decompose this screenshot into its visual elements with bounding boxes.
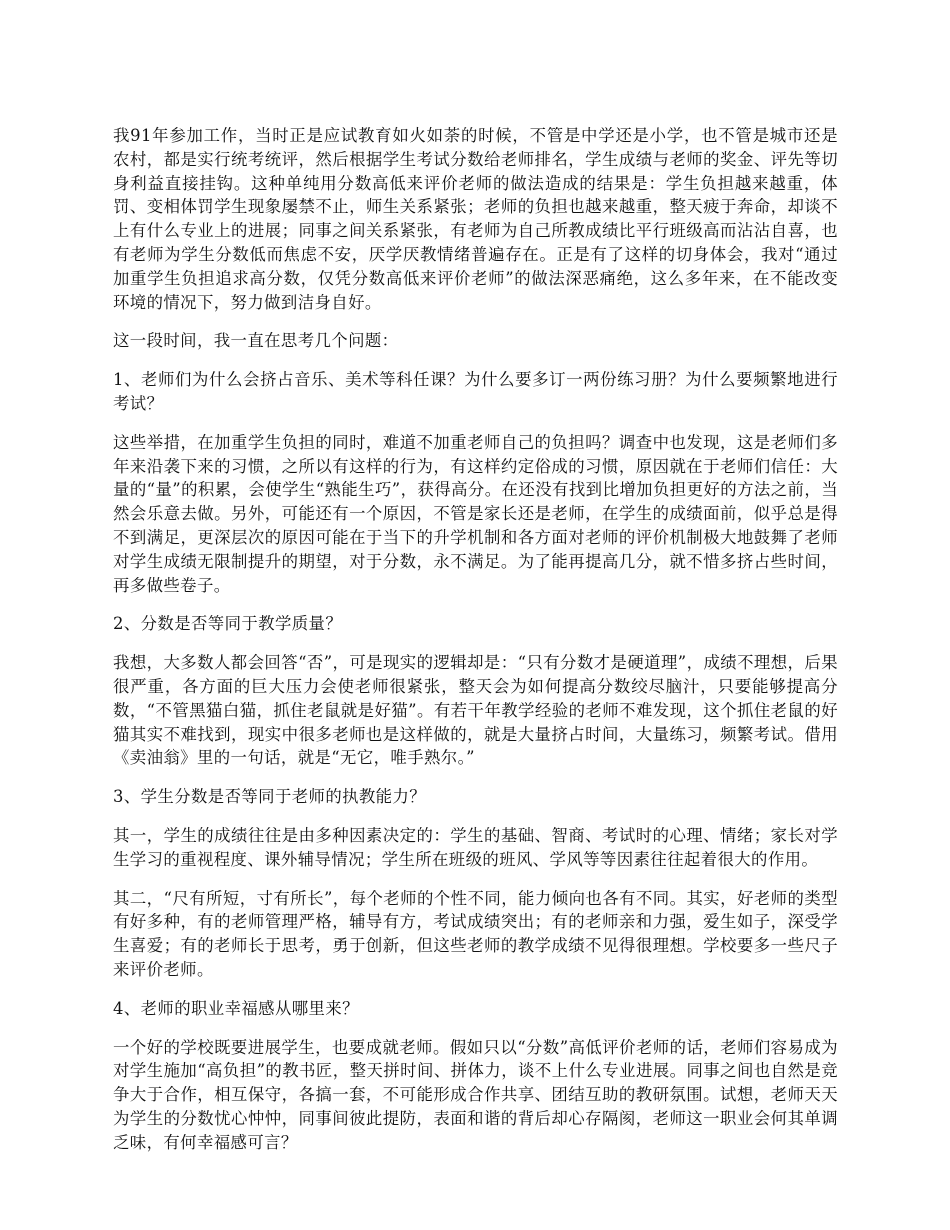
document-body: [113, 124, 838, 1169]
question-heading-4: 4、老师的职业幸福感从哪里来？: [113, 998, 359, 1018]
paragraph-answer-3b: 其二，“尺有所短，寸有所长”，每个老师的个性不同，能力倾向也各有不同。其实，好老师的类型有好多种，有的老师管理严格，辅导有方，考试成绩突出；有的老师亲和力强，爱生如子，深受学生喜爱；有的老师长于思考，勇于创新，但这些老师的教学成绩不见得很理想。学校要多一些尺子来评价老师。: [113, 888, 838, 979]
paragraph-answer-1: 这些举措，在加重学生负担的同时，难道不加重老师自己的负担吗？调查中也发现，这是老师们多年来沿袭下来的习惯，之所以有这样的行为，有这样约定俗成的习惯，原因就在于老师们信任：大量的“量”的积累，会使学生“熟能生巧”，获得高分。在还没有找到比增加负担更好的方法之前，当然会乐意去做。另外，可能还有一个原因，不管是家长还是老师，在学生的成绩面前，似乎总是得不到满足，更深层次的原因可能在于当下的升学机制和各方面对老师的评价机制极大地鼓舞了老师对学生成绩无限制提升的期望，对于分数，永不满足。为了能再提高几分，就不惜多挤占些时间，再多做些卷子。: [113, 432, 838, 595]
question-heading-1: 1、老师们为什么会挤占音乐、美术等科任课？为什么要多订一两份练习册？为什么要频繁地进行考试？: [113, 370, 838, 413]
question-heading-2: 2、分数是否等同于教学质量？: [113, 614, 343, 634]
question-heading-3: 3、学生分数是否等同于老师的执教能力？: [113, 787, 427, 807]
paragraph-intro: 我91年参加工作，当时正是应试教育如火如荼的时候，不管是中学还是小学，也不管是城市还是农村，都是实行统考统评，然后根据学生考试分数给老师排名，学生成绩与老师的奖金、评先等切身利益直接挂钩。这种单纯用分数高低来评价老师的做法造成的结果是：学生负担越来越重，体罚、变相体罚学生现象屡禁不止，师生关系紧张；老师的负担也越来越重，整天疲于奔命，却谈不上有什么专业上的进展；同事之间关系紧张，有老师为自己所教成绩比平行班级高而沾沾自喜，也有老师为学生分数低而焦虑不安，厌学厌教情绪普遍存在。正是有了这样的切身体会，我对“通过加重学生负担追求高分数，仅凭分数高低来评价老师”的做法深恶痛绝，这么多年来，在不能改变环境的情况下，努力做到洁身自好。: [113, 126, 838, 312]
paragraph-questions-lead: 这一段时间，我一直在思考几个问题：: [113, 331, 399, 351]
paragraph-answer-2: 我想，大多数人都会回答“否”，可是现实的逻辑却是：“只有分数才是硬道理”，成绩不理想，后果很严重，各方面的巨大压力会使老师很紧张，整天会为如何提高分数绞尽脑汁，只要能够提高分数，“不管黑猫白猫，抓住老鼠就是好猫”。有若干年教学经验的老师不难发现，这个抓住老鼠的好猫其实不难找到，现实中很多老师也是这样做的，就是大量挤占时间，大量练习，频繁考试。借用《卖油翁》里的一句话，就是“无它，唯手熟尔。”: [113, 653, 838, 768]
paragraph-answer-4: 一个好的学校既要进展学生，也要成就老师。假如只以“分数”高低评价老师的话，老师们容易成为对学生施加“高负担”的教书匠，整天拼时间、拼体力，谈不上什么专业进展。同事之间也自然是竞争大于合作，相互保守，各搞一套，不可能形成合作共享、团结互助的教研氛围。试想，老师天天为学生的分数忧心忡忡，同事间彼此提防，表面和谐的背后却心存隔阂，老师这一职业会何其单调乏味，有何幸福感可言？: [113, 1037, 838, 1152]
paragraph-answer-3a: 其一，学生的成绩往往是由多种因素决定的：学生的基础、智商、考试时的心理、情绪；家长对学生学习的重视程度、课外辅导情况；学生所在班级的班风、学风等等因素往往起着很大的作用。: [113, 825, 838, 869]
